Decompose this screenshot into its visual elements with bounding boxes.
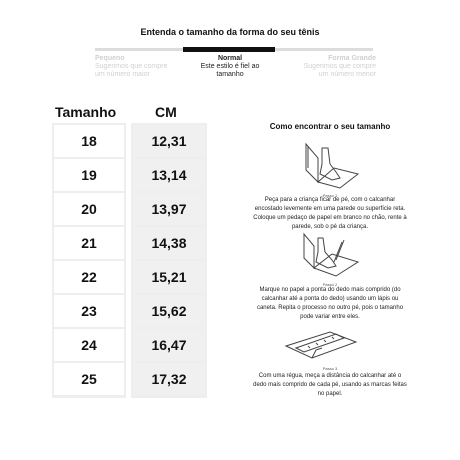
size-cell: 22 [54,261,124,293]
step-3-line-2: dedo mais comprido de cada pé, usando as marcas feitas [253,382,407,388]
fit-option-normal-desc-1: Este estilo é fiel ao [200,63,260,70]
step-2-line-2: calcanhar até a ponta do dedo) usando um lápis ou [261,296,399,302]
step-3-line-3: no papel. [317,391,343,397]
cm-cell: 13,97 [133,193,205,225]
size-cell: 25 [54,363,124,395]
size-cell: 18 [54,125,124,157]
cm-cell: 15,21 [133,261,205,293]
step-3-label: Passo 3 [322,366,338,371]
size-column-header: Tamanho [55,104,117,120]
size-cell: 20 [54,193,124,225]
cm-cell: 17,32 [133,363,205,395]
size-cell: 21 [54,227,124,259]
foot-marking-icon [298,232,364,280]
fit-option-large [296,55,376,79]
cm-cell: 15,62 [133,295,205,327]
fit-option-small-desc-2: um número maior [95,71,150,78]
step-1-line-2: encostado levemente em uma parede ou superfície reta. [254,206,406,212]
page-title: Entenda o tamanho da forma do seu tênis [140,27,320,37]
fit-option-small [95,55,175,79]
fit-option-normal-name: Normal [217,55,243,62]
step-2-line-1: Marque no papel a ponta do dedo mais comprido (do [259,287,401,293]
step-1-label: Passo 1 [322,193,338,198]
step-2-text [245,286,415,322]
ruler-measure-icon [282,328,362,364]
cm-cell: 14,38 [133,227,205,259]
size-cell: 24 [54,329,124,361]
step-1-line-4: parede, sob o pé da criança. [291,224,369,230]
foot-on-paper-icon [296,140,366,192]
fit-option-small-name: Pequeno [95,55,125,62]
step-3-text [245,372,415,399]
step-3-line-1: Com uma régua, meça a distância do calcanhar até o [258,373,402,379]
step-1-line-3: Coloque um pedaço de papel em branco no chão, rente à [253,215,407,221]
fit-option-normal-desc-2: tamanho [216,71,244,78]
fit-scale-selected-indicator [183,47,275,52]
fit-option-large-name: Forma Grande [328,55,376,62]
size-cell: 23 [54,295,124,327]
fit-option-large-desc-2: um número menor [318,71,376,78]
cm-cell: 13,14 [133,159,205,191]
step-1-text [245,196,415,232]
fit-option-small-desc-1: Sugerimos que compre [95,63,168,70]
cm-column-header: CM [155,104,177,120]
size-cell: 19 [54,159,124,191]
step-2-line-3: caneta. Repita o processo no outro pé, pois o tamanho [256,305,404,311]
fit-option-normal [184,55,276,79]
step-2-line-4: pode variar entre eles. [300,314,360,320]
how-to-title: Como encontrar o seu tamanho [269,122,391,131]
cm-cell: 12,31 [133,125,205,157]
fit-option-large-desc-1: Sugerimos que compre [303,63,376,70]
step-2-label: Passo 2 [322,282,338,287]
step-1-line-1: Peça para a criança ficar de pé, com o calcanhar [264,197,396,203]
cm-cell: 16,47 [133,329,205,361]
